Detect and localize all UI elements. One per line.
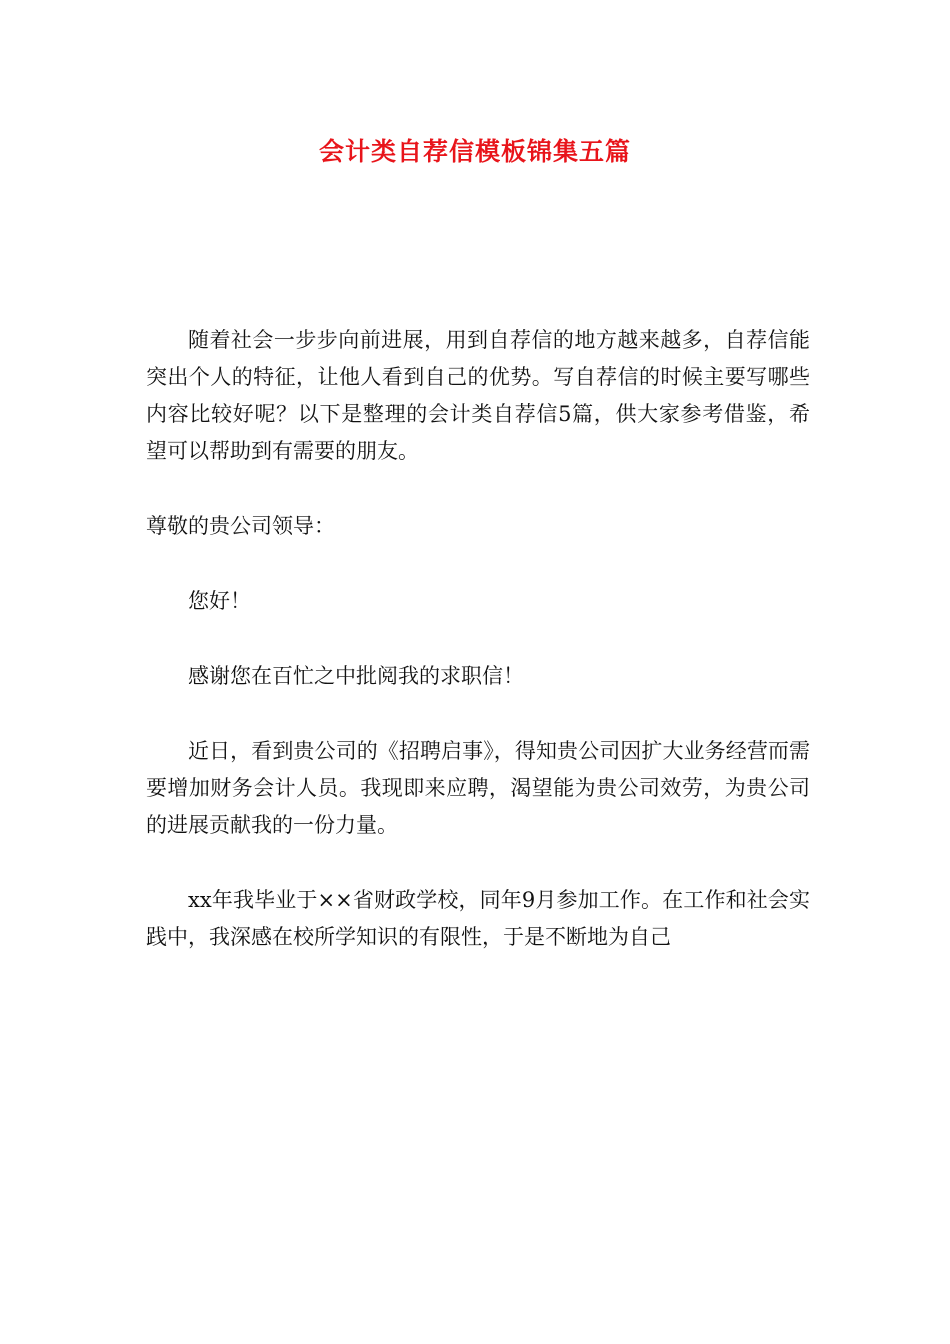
application-paragraph: 近日，看到贵公司的《招聘启事》，得知贵公司因扩大业务经营而需要增加财务会计人员。我现即来应聘，渴望能为贵公司效劳，为贵公司的进展贡献我的一份力量。 — [146, 739, 810, 837]
thanks-paragraph: 感谢您在百忙之中批阅我的求职信！ — [188, 664, 524, 688]
greeting: 您好！ — [188, 589, 251, 613]
document-body — [146, 322, 810, 994]
intro-paragraph: 随着社会一步步向前进展，用到自荐信的地方越来越多，自荐信能突出个人的特征，让他人看到自己的优势。写自荐信的时候主要写哪些内容比较好呢？以下是整理的会计类自荐信5篇，供大家参考借鉴，希望可以帮助到有需要的朋友。 — [146, 328, 810, 463]
background-paragraph: xx年我毕业于××省财政学校，同年9月参加工作。在工作和社会实践中，我深感在校所学知识的有限性，于是不断地为自己 — [146, 888, 810, 949]
document-title: 会计类自荐信模板锦集五篇 — [318, 137, 631, 166]
salutation: 尊敬的贵公司领导： — [146, 514, 335, 538]
